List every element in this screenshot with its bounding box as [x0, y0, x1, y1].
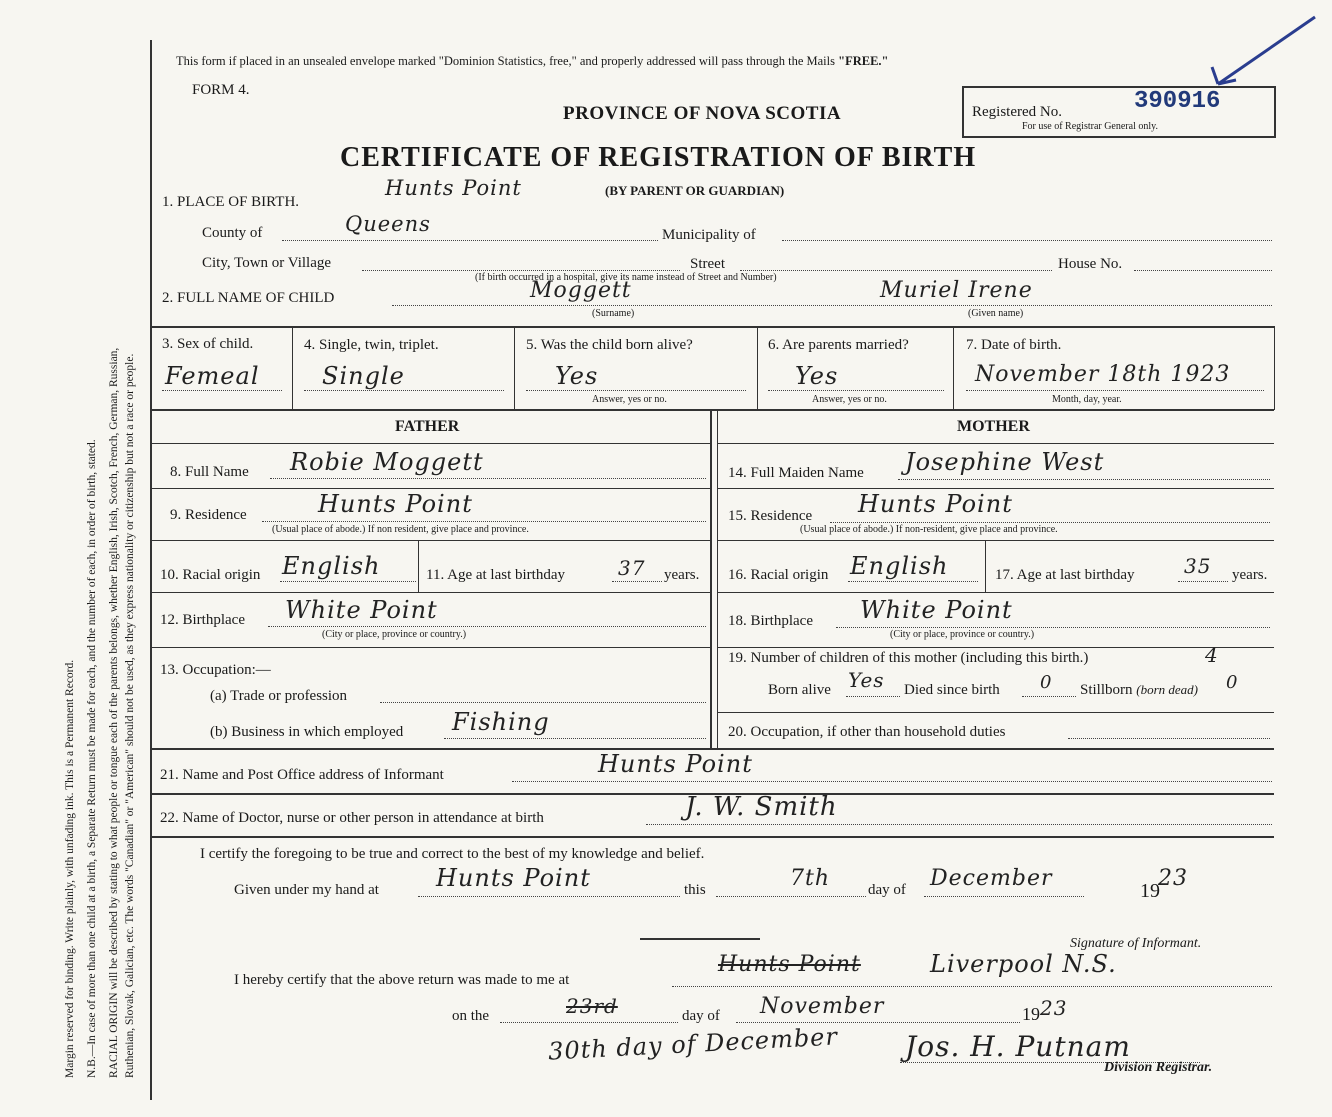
mother-name-label: 14. Full Maiden Name: [728, 465, 864, 481]
city-label: City, Town or Village: [202, 255, 332, 271]
date-of-birth-note: Month, day, year.: [1052, 394, 1122, 405]
margin-note-binding: Margin reserved for binding. Write plainly, with unfading ink. This is a Permanent Record.: [64, 659, 76, 1078]
return-date-correction: 30th day of December: [547, 1022, 839, 1066]
day-of-label: day of: [868, 882, 906, 898]
mother-heading: MOTHER: [957, 418, 1030, 435]
county-value: Queens: [345, 212, 431, 236]
given-year-prefix: 19: [1140, 880, 1160, 902]
father-race-label: 10. Racial origin: [160, 567, 261, 583]
margin-note-racial-origin-2: Ruthenian, Slovak, Galician, etc. The words "Canadian" or "American" should not be used, as they express nationality or citizenship but not a race or people.: [124, 353, 136, 1078]
born-alive-label: 5. Was the child born alive?: [526, 337, 693, 353]
return-day-struck: 23rd: [566, 994, 618, 1018]
mother-years-label: years.: [1232, 567, 1268, 583]
informant-value: Hunts Point: [598, 750, 753, 778]
child-name-label: 2. FULL NAME OF CHILD: [162, 290, 335, 306]
child-surname: Moggett: [530, 278, 632, 303]
return-year-value: 23: [1040, 996, 1068, 1020]
father-name-value: Robie Moggett: [290, 448, 484, 476]
given-place-value: Hunts Point: [436, 864, 591, 892]
mother-birthplace-label: 18. Birthplace: [728, 613, 813, 629]
form-left-border: [150, 40, 152, 1100]
father-business-label: (b) Business in which employed: [210, 724, 404, 740]
father-business-value: Fishing: [452, 708, 550, 736]
doctor-label: 22. Name of Doctor, nurse or other person in attendance at birth: [160, 810, 544, 826]
mother-birthplace-value: White Point: [860, 596, 1013, 624]
certify-statement: I certify the foregoing to be true and correct to the best of my knowledge and belief.: [200, 846, 705, 862]
county-label: County of: [202, 225, 263, 241]
municipality-label: Municipality of: [662, 227, 756, 243]
father-years-label: years.: [664, 567, 700, 583]
registered-label: Registered No.: [972, 104, 1062, 120]
parents-married-note: Answer, yes or no.: [812, 394, 887, 405]
single-twin-value: Single: [322, 362, 405, 390]
mother-born-alive-label: Born alive: [768, 682, 831, 698]
informant-signature-line: [640, 938, 760, 940]
mother-name-value: Josephine West: [905, 448, 1105, 476]
return-place-struck: Hunts Point: [718, 952, 861, 977]
date-of-birth-label: 7. Date of birth.: [966, 337, 1062, 353]
given-day-value: 7th: [790, 866, 831, 891]
on-the-label: on the: [452, 1008, 490, 1024]
place-of-birth-label: 1. PLACE OF BIRTH.: [162, 194, 300, 210]
division-registrar-label: Division Registrar.: [1104, 1060, 1213, 1075]
mother-residence-value: Hunts Point: [858, 490, 1013, 518]
sex-value: Femeal: [165, 362, 260, 390]
father-heading: FATHER: [395, 418, 460, 435]
street-label: Street: [690, 256, 725, 272]
hereby-label: I hereby certify that the above return was made to me at: [234, 972, 570, 988]
given-year-value: 23: [1158, 866, 1188, 891]
mother-died-label: Died since birth: [904, 682, 1000, 698]
father-age-label: 11. Age at last birthday: [426, 567, 565, 583]
father-birthplace-note: (City or place, province or country.): [322, 629, 467, 640]
mother-born-alive-value: Yes: [848, 668, 885, 692]
mother-race-value: English: [850, 552, 949, 580]
pen-check-mark: [1200, 12, 1320, 92]
form-number: FORM 4.: [192, 82, 250, 98]
mother-children-value: 4: [1205, 643, 1219, 667]
given-month-value: December: [930, 866, 1053, 891]
mother-residence-label: 15. Residence: [728, 508, 813, 524]
sex-label: 3. Sex of child.: [162, 336, 254, 352]
single-twin-label: 4. Single, twin, triplet.: [304, 337, 439, 353]
mother-birthplace-note: (City or place, province or country.): [890, 629, 1035, 640]
mother-age-label: 17. Age at last birthday: [995, 567, 1135, 583]
mother-age-value: 35: [1184, 554, 1212, 578]
registered-box: [962, 86, 1276, 138]
certificate-title: CERTIFICATE OF REGISTRATION OF BIRTH: [340, 142, 977, 173]
parents-married-label: 6. Are parents married?: [768, 337, 909, 353]
father-birthplace-value: White Point: [285, 596, 438, 624]
surname-caption: (Surname): [592, 308, 635, 319]
father-residence-label: 9. Residence: [170, 507, 247, 523]
on-day-of-label: day of: [682, 1008, 720, 1024]
hospital-note: (If birth occurred in a hospital, give its name instead of Street and Number): [475, 272, 777, 283]
signature-of-informant: Signature of Informant.: [1070, 936, 1202, 951]
informant-label: 21. Name and Post Office address of Informant: [160, 767, 444, 783]
father-residence-note: (Usual place of abode.) If non resident, give place and province.: [272, 524, 529, 535]
place-of-birth-value: Hunts Point: [385, 176, 522, 200]
father-trade-label: (a) Trade or profession: [210, 688, 348, 704]
father-race-value: English: [282, 552, 381, 580]
doctor-value: J. W. Smith: [685, 792, 838, 822]
house-no-label: House No.: [1058, 256, 1123, 272]
father-residence-value: Hunts Point: [318, 490, 473, 518]
given-name-caption: (Given name): [968, 308, 1024, 319]
given-under-label: Given under my hand at: [234, 882, 379, 898]
born-alive-value: Yes: [555, 362, 599, 390]
mother-residence-note: (Usual place of abode.) If non-resident, give place and province.: [800, 524, 1058, 535]
division-registrar-signature: Jos. H. Putnam: [905, 1030, 1131, 1063]
return-year-prefix: 19: [1022, 1004, 1040, 1024]
mother-stillborn-label: Stillborn (born dead): [1080, 682, 1199, 698]
father-age-value: 37: [618, 556, 646, 580]
date-of-birth-value: November 18th 1923: [975, 362, 1231, 387]
born-alive-note: Answer, yes or no.: [592, 394, 667, 405]
this-label: this: [684, 882, 706, 898]
mail-notice: This form if placed in an unsealed envelope marked "Dominion Statistics, free," and properly addressed will pass through the Mails "FREE.": [176, 54, 889, 68]
child-given-name: Muriel Irene: [880, 278, 1033, 303]
mother-children-label: 19. Number of children of this mother (including this birth.): [728, 650, 1089, 666]
by-parent-label: (BY PARENT OR GUARDIAN): [605, 183, 785, 198]
province-heading: PROVINCE OF NOVA SCOTIA: [563, 103, 842, 124]
father-occupation-label: 13. Occupation:—: [160, 662, 271, 678]
mother-race-label: 16. Racial origin: [728, 567, 829, 583]
mother-stillborn-value: 0: [1226, 672, 1239, 693]
mother-occupation-label: 20. Occupation, if other than household duties: [728, 724, 1006, 740]
stillborn-note: (born dead): [1136, 682, 1199, 697]
registered-number: 390916: [1134, 88, 1221, 115]
father-name-label: 8. Full Name: [170, 464, 249, 480]
parents-married-value: Yes: [795, 362, 839, 390]
return-month-value: November: [760, 994, 885, 1019]
mother-died-value: 0: [1040, 672, 1053, 693]
margin-note-multiple-births: N.B.—In case of more than one child at a birth, a Separate Return must be made for each, and the number of each, in order of birth, stated.: [86, 439, 98, 1078]
father-birthplace-label: 12. Birthplace: [160, 612, 245, 628]
registrar-note: For use of Registrar General only.: [1022, 121, 1158, 132]
return-place-value: Liverpool N.S.: [930, 950, 1117, 978]
margin-note-racial-origin-1: RACIAL ORIGIN will be described by stating to what people or tongue each of the parents belongs, whether English, Irish, Scotch, French, German, Russian,: [108, 347, 120, 1078]
